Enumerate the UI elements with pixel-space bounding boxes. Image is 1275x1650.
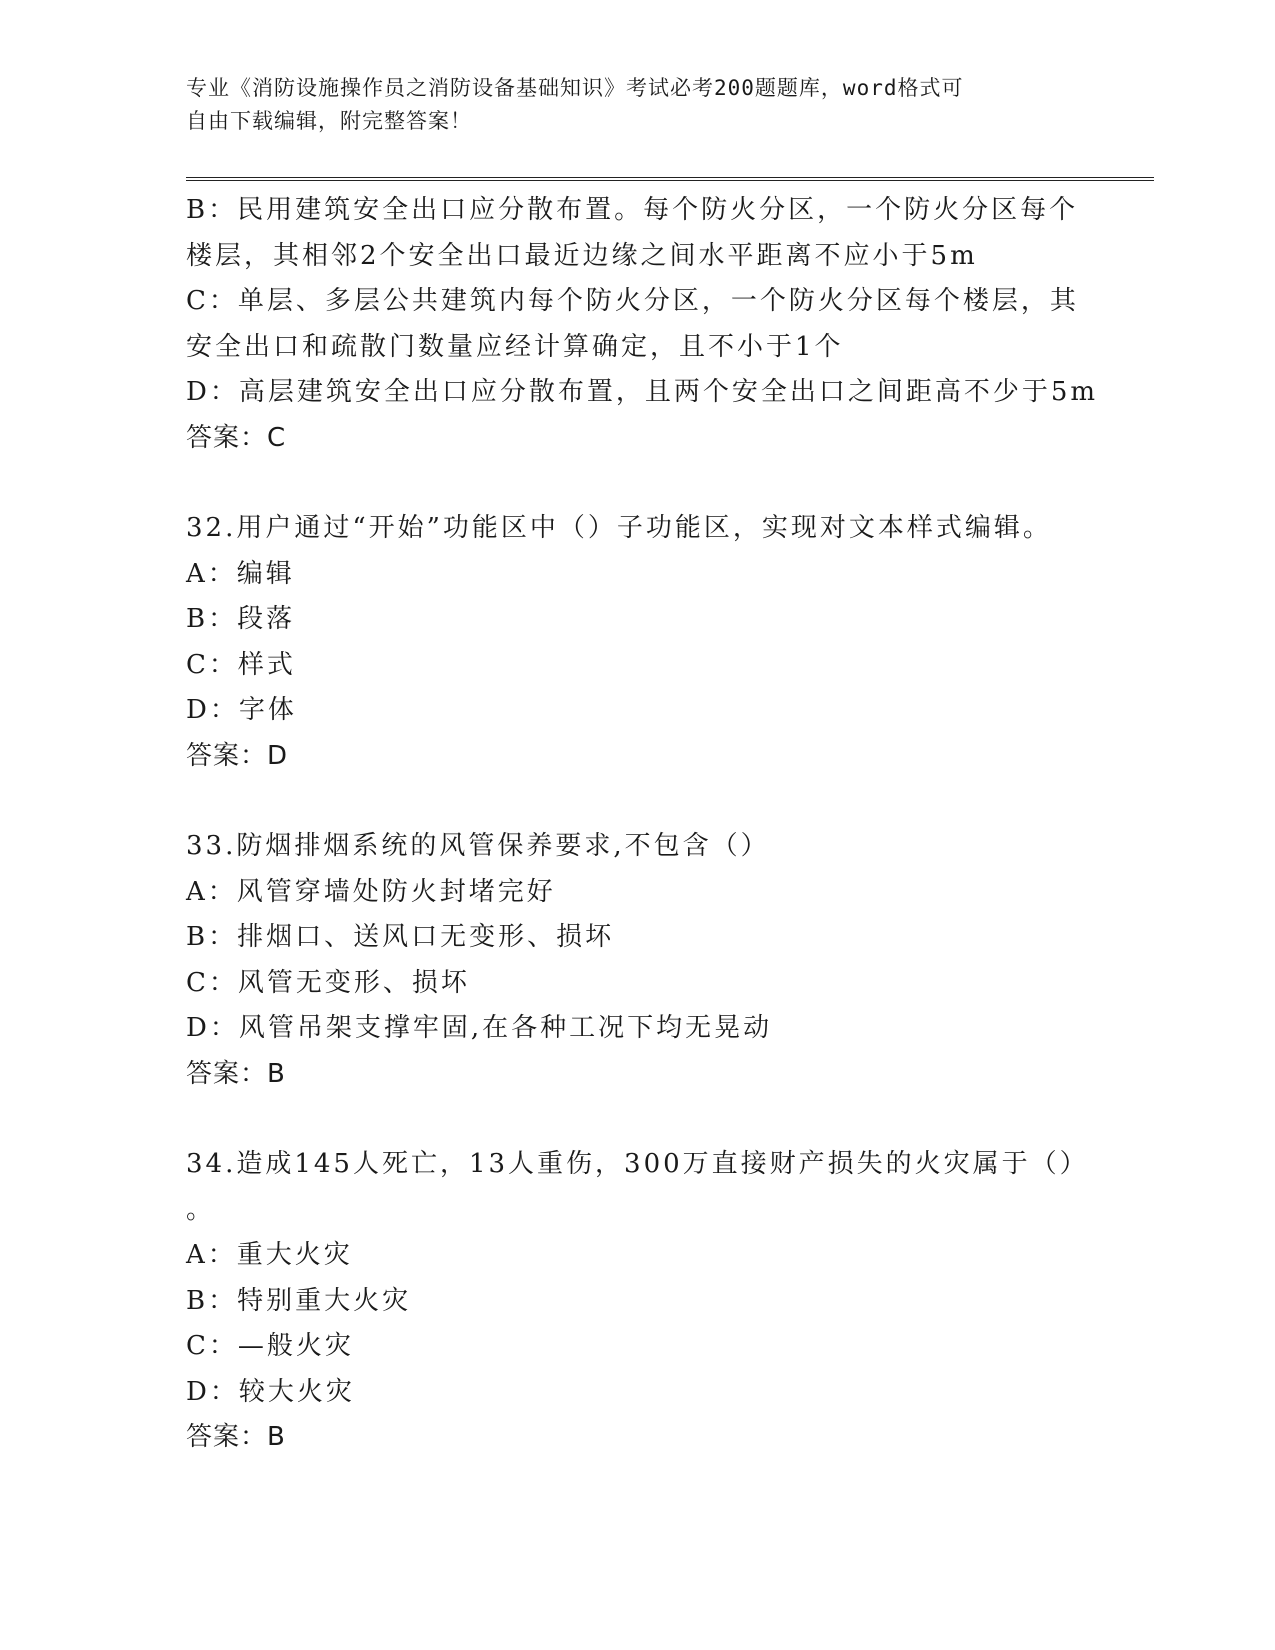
spacer xyxy=(186,461,1086,506)
answer: 答案：D xyxy=(186,740,289,771)
option-d: D：高层建筑安全出口应分散布置，且两个安全出口之间距高不少于5m xyxy=(186,377,1099,407)
page-header xyxy=(186,72,1066,138)
option-c: C：风管无变形、损坏 xyxy=(186,967,470,998)
question-stem-line-1: 34.造成145人死亡，13人重伤，300万直接财产损失的火灾属于（） xyxy=(186,1149,1089,1179)
option-c-line-2: 安全出口和疏散门数量应经计算确定，且不小于1个 xyxy=(186,331,844,362)
option-a: A：重大火灾 xyxy=(186,1240,353,1270)
option-c: C：样式 xyxy=(186,649,296,680)
option-c-line-1: C：单层、多层公共建筑内每个防火分区，一个防火分区每个楼层，其 xyxy=(186,286,1079,316)
option-b-line-1: B：民用建筑安全出口应分散布置。每个防火分区，一个防火分区每个 xyxy=(186,195,1079,225)
question-stem: 33.防烟排烟系统的风管保养要求,不包含（） xyxy=(186,831,770,861)
option-b: B：段落 xyxy=(186,604,296,634)
option-d: D：字体 xyxy=(186,695,297,725)
header-line-1: 专业《消防设施操作员之消防设备基础知识》考试必考200题题库，word格式可 xyxy=(186,76,964,100)
question-31-continued xyxy=(186,188,1099,461)
header-divider xyxy=(186,177,1154,181)
question-32 xyxy=(186,506,1086,779)
option-d: D：风管吊架支撑牢固,在各种工况下均无晃动 xyxy=(186,1013,773,1043)
question-list xyxy=(186,188,1099,1461)
option-b: B：特别重大火灾 xyxy=(186,1285,412,1316)
option-b: B：排烟口、送风口无变形、损坏 xyxy=(186,922,615,952)
answer: 答案：B xyxy=(186,1422,286,1452)
option-c: C：—般火灾 xyxy=(186,1331,354,1361)
option-a: A：风管穿墙处防火封堵完好 xyxy=(186,876,556,907)
option-d: D：较大火灾 xyxy=(186,1376,355,1407)
question-34 xyxy=(186,1142,1089,1461)
question-stem: 32.用户通过“开始”功能区中（）子功能区，实现对文本样式编辑。 xyxy=(186,513,1052,543)
question-stem-line-2: 。 xyxy=(186,1194,216,1225)
answer: 答案：C xyxy=(186,422,287,453)
answer: 答案：B xyxy=(186,1058,286,1089)
question-33 xyxy=(186,824,1086,1097)
spacer xyxy=(186,779,1086,824)
spacer xyxy=(186,1097,1086,1142)
header-line-2: 自由下载编辑，附完整答案！ xyxy=(186,109,472,133)
option-b-line-2: 楼层，其相邻2个安全出口最近边缘之间水平距离不应小于5m xyxy=(186,240,978,271)
option-a: A：编辑 xyxy=(186,558,295,589)
